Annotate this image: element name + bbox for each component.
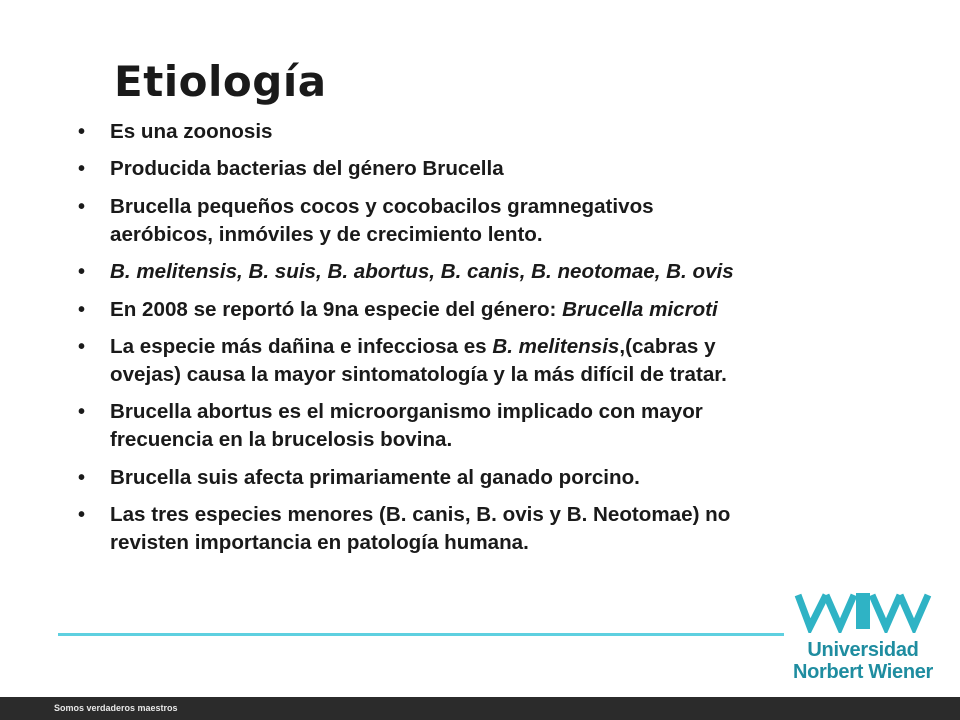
logo-line1: Universidad	[807, 639, 919, 661]
bullet-text-part: En 2008 se reportó la 9na especie del género:	[110, 297, 563, 321]
bullet-item	[78, 296, 938, 324]
bullet-text: Brucella abortus es el microorganismo implicado con mayor frecuencia en la brucelosis bovina.	[110, 400, 703, 452]
bullet-item	[78, 464, 938, 492]
bullet-dot: •	[78, 261, 86, 284]
bullet-item	[78, 398, 938, 454]
bullet-text	[110, 333, 938, 389]
open-book-icon	[790, 589, 936, 633]
slide-title: Etiología	[114, 57, 327, 106]
bullet-text: Brucella suis afecta primariamente al ganado porcino.	[110, 465, 640, 489]
bullet-dot: •	[78, 195, 86, 218]
bullet-text	[110, 296, 938, 324]
accent-divider	[58, 633, 784, 636]
bullet-item	[78, 193, 938, 249]
bullet-text: Las tres especies menores (B. canis, B. ovis y B. Neotomae) no revisten importancia en patología humana.	[110, 503, 731, 555]
bullet-dot: •	[78, 401, 86, 424]
bullet-dot: •	[78, 335, 86, 358]
bullet-dot: •	[78, 298, 86, 321]
bullet-item	[78, 118, 938, 146]
footer-slogan: Somos verdaderos maestros	[54, 703, 178, 713]
bullet-item	[78, 155, 938, 183]
species-name: B. melitensis	[492, 334, 620, 358]
bullet-dot: •	[78, 158, 86, 181]
bullet-dot: •	[78, 121, 86, 143]
bullet-list	[78, 118, 938, 567]
species-name: Brucella microti	[562, 297, 718, 321]
bullet-text: B. melitensis, B. suis, B. abortus, B. canis, B. neotomae, B. ovis	[110, 260, 734, 284]
bullet-dot: •	[78, 466, 86, 489]
bullet-item	[78, 501, 938, 557]
bullet-text: Brucella pequeños cocos y cocobacilos gramnegativos aeróbicos, inmóviles y de crecimiento lento.	[110, 194, 654, 246]
bullet-text-part: ,(cabras y ovejas) causa la mayor sintomatología y la más difícil de tratar.	[110, 334, 727, 386]
logo-line2: Norbert Wiener	[792, 661, 934, 683]
bullet-text-part: La especie más dañina e infecciosa es	[110, 334, 493, 358]
bullet-dot: •	[78, 504, 86, 527]
bullet-text: Es una zoonosis	[110, 120, 273, 143]
footer-bar	[0, 697, 960, 720]
university-logo	[790, 589, 940, 689]
bullet-item	[78, 258, 938, 286]
bullet-text: Producida bacterias del género Brucella	[110, 157, 504, 181]
bullet-item	[78, 333, 938, 389]
